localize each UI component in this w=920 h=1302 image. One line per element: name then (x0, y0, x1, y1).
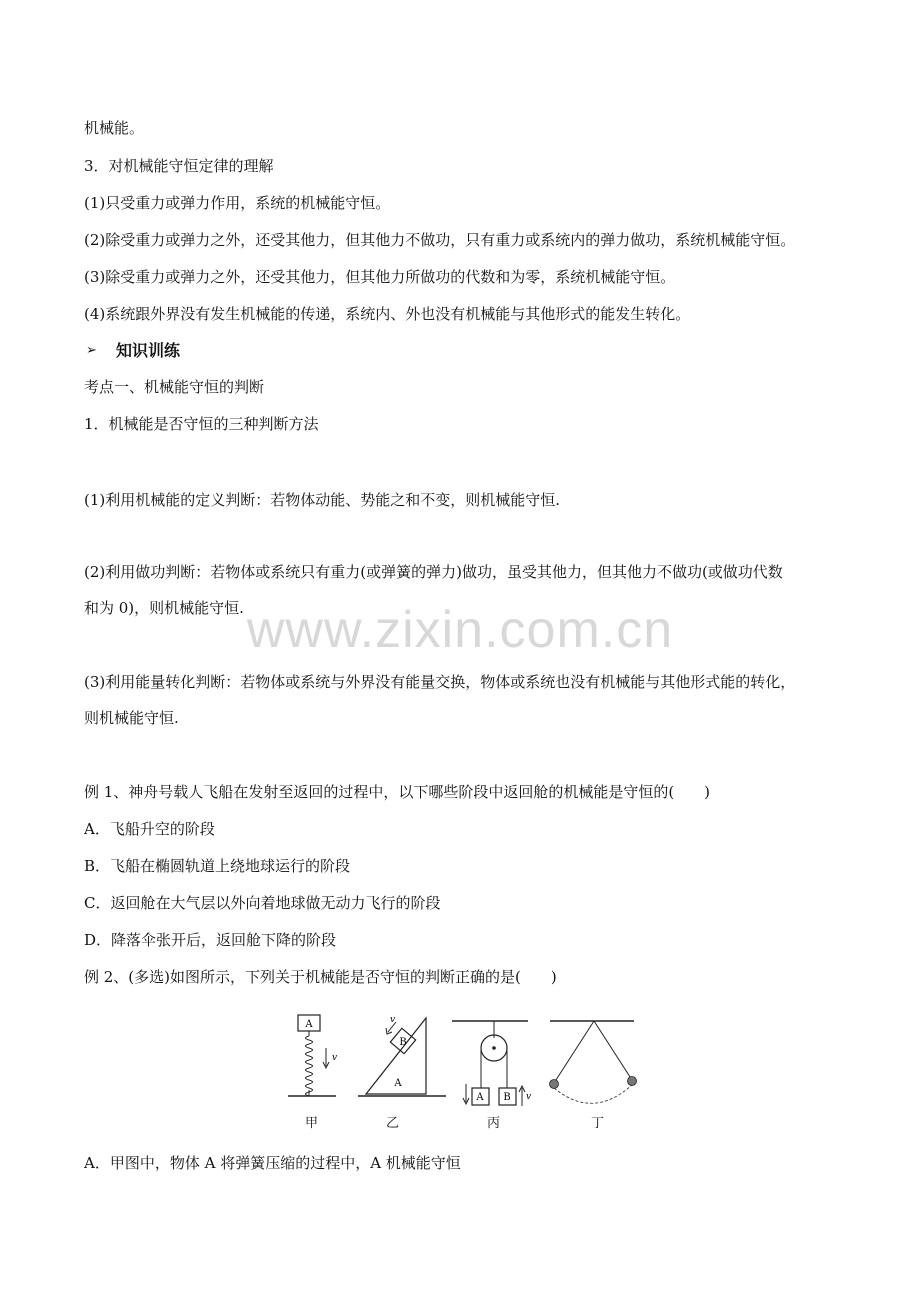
text-line: (3)除受重力或弹力之外，还受其他力，但其他力所做功的代数和为零，系统机械能守恒。 (84, 268, 676, 286)
figure-incline (358, 1015, 446, 1096)
text-line: 则机械能守恒. (84, 709, 179, 727)
question-stem: 例 1、神舟号载人飞船在发射至返回的过程中，以下哪些阶段中返回舱的机械能是守恒的( ) (84, 783, 711, 801)
block-a-label: A (305, 1019, 313, 1030)
svg-text:A: A (394, 1078, 402, 1089)
svg-text:B: B (503, 1092, 511, 1103)
text-line: (2)除受重力或弹力之外，还受其他力，但其他力不做功，只有重力或系统内的弹力做功，系统机械能守恒。 (84, 231, 796, 249)
text-line: (1)利用机械能的定义判断：若物体动能、势能之和不变，则机械能守恒. (84, 491, 561, 509)
option-c: C．返回舱在大气层以外向着地球做无动力飞行的阶段 (84, 894, 441, 912)
text-line: 机械能。 (84, 119, 145, 137)
arrow-bullet-icon: ➢ (86, 343, 97, 358)
section-heading: 知识训练 (116, 341, 181, 360)
option-b: B．飞船在椭圆轨道上绕地球运行的阶段 (84, 857, 351, 875)
svg-text:B: B (399, 1037, 407, 1048)
svg-text:v: v (332, 1053, 338, 1063)
section-title: 3．对机械能守恒定律的理解 (84, 157, 274, 175)
physics-figure (288, 1008, 648, 1108)
text-line: 1．机械能是否守恒的三种判断方法 (84, 415, 319, 433)
watermark: www.zixin.com.cn (246, 601, 674, 659)
svg-text:v: v (390, 1015, 396, 1025)
text-line: 和为 0)，则机械能守恒. (84, 599, 244, 617)
svg-text:v: v (526, 1092, 532, 1102)
svg-text:A: A (476, 1092, 484, 1103)
figure-caption-yi: 乙 (386, 1116, 400, 1131)
option-a: A．甲图中，物体 A 将弹簧压缩的过程中，A 机械能守恒 (84, 1154, 461, 1172)
figure-caption-jia: 甲 (305, 1116, 319, 1131)
figure-pendulum (550, 1021, 637, 1103)
text-line: (3)利用能量转化判断：若物体或系统与外界没有能量交换，物体或系统也没有机械能与其他形式能的转化， (84, 673, 796, 691)
text-line: (4)系统跟外界没有发生机械能的传递，系统内、外也没有机械能与其他形式的能发生转化。 (84, 305, 691, 323)
figure-caption-ding: 丁 (591, 1116, 605, 1131)
text-line: 考点一、机械能守恒的判断 (84, 378, 265, 396)
text-line: (2)利用做功判断：若物体或系统只有重力(或弹簧的弹力)做功，虽受其他力，但其他力不做功(或做功代数 (84, 563, 783, 581)
figure-spring-block (288, 1015, 337, 1096)
question-stem: 例 2、(多选)如图所示，下列关于机械能是否守恒的判断正确的是( ) (84, 968, 557, 986)
option-a: A．飞船升空的阶段 (84, 820, 215, 838)
figure-pulley (452, 1021, 531, 1106)
text-line: (1)只受重力或弹力作用，系统的机械能守恒。 (84, 194, 391, 212)
option-d: D．降落伞张开后，返回舱下降的阶段 (84, 931, 337, 949)
figure-caption-bing: 丙 (487, 1116, 501, 1131)
